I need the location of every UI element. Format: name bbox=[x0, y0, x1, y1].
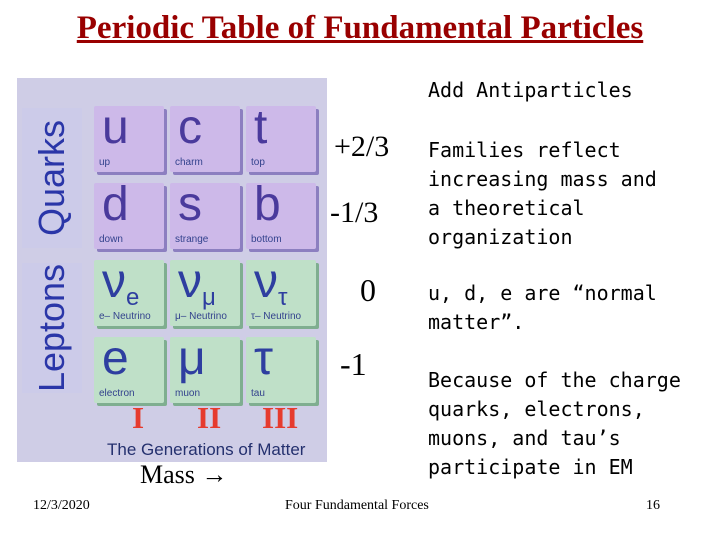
particle-cell-mu-neutrino bbox=[170, 255, 240, 326]
particle-name: μ– Neutrino bbox=[175, 311, 227, 322]
leptons-label: Leptons bbox=[31, 263, 72, 393]
note-line: u, d, e are “normal bbox=[428, 281, 657, 305]
particle-name: tau bbox=[251, 388, 265, 399]
note-line: muons, and tau’s bbox=[428, 426, 621, 450]
mass-arrow-label: Mass → bbox=[140, 460, 228, 489]
particle-cell-top bbox=[246, 101, 316, 172]
note-line: a theoretical bbox=[428, 196, 585, 220]
particle-table-image bbox=[17, 78, 327, 462]
note-line: participate in EM bbox=[428, 455, 633, 479]
particle-cell-down bbox=[94, 178, 164, 249]
particle-symbol: t bbox=[254, 101, 268, 154]
note-line: quarks, electrons, bbox=[428, 397, 645, 421]
particle-symbol: τ bbox=[254, 332, 273, 385]
note-line: organization bbox=[428, 225, 573, 249]
particle-name: top bbox=[251, 157, 265, 168]
charge-label: +2/3 bbox=[334, 130, 390, 163]
particle-name: e– Neutrino bbox=[99, 311, 151, 322]
particle-name: electron bbox=[99, 388, 135, 399]
particle-name: down bbox=[99, 234, 123, 245]
generation-label: I bbox=[132, 400, 145, 435]
note-families bbox=[428, 136, 657, 252]
particle-cell-electron bbox=[94, 332, 164, 403]
note-line: Families reflect bbox=[428, 138, 621, 162]
particle-cell-tau-neutrino bbox=[246, 255, 316, 326]
particle-name: τ– Neutrino bbox=[251, 311, 302, 322]
footer-date: 12/3/2020 bbox=[33, 498, 90, 513]
charge-label: -1/3 bbox=[330, 196, 379, 229]
note-antiparticles: Add Antiparticles bbox=[428, 78, 633, 102]
particle-symbol: $\nu_\mu$ bbox=[178, 255, 216, 311]
quarks-band bbox=[22, 108, 82, 248]
generations-caption: The Generations of Matter bbox=[107, 440, 306, 459]
particle-symbol: u bbox=[102, 101, 129, 154]
note-em bbox=[428, 366, 681, 482]
particle-symbol: μ bbox=[178, 332, 206, 385]
particle-name: bottom bbox=[251, 234, 282, 245]
particle-cell-charm bbox=[170, 101, 240, 172]
note-line: Because of the charge bbox=[428, 368, 681, 392]
particle-symbol: $\nu_e$ bbox=[102, 255, 140, 311]
footer-title: Four Fundamental Forces bbox=[285, 498, 429, 513]
note-line: increasing mass and bbox=[428, 167, 657, 191]
particle-symbol: d bbox=[102, 178, 129, 231]
slide-title: Periodic Table of Fundamental Particles bbox=[76, 10, 644, 46]
particle-name: muon bbox=[175, 388, 201, 399]
particle-symbol: s bbox=[178, 178, 202, 231]
generation-label: III bbox=[262, 400, 299, 435]
note-line: matter”. bbox=[428, 310, 525, 334]
particle-symbol: e bbox=[102, 332, 129, 385]
page-number: 16 bbox=[646, 498, 660, 513]
particle-symbol: c bbox=[178, 101, 202, 154]
particle-symbol: $\nu_\tau$ bbox=[254, 255, 288, 311]
particle-symbol: b bbox=[254, 178, 281, 231]
charge-label: 0 bbox=[360, 272, 376, 308]
particle-cell-tau bbox=[246, 332, 316, 403]
generation-label: II bbox=[197, 400, 222, 435]
particle-cell-up bbox=[94, 101, 164, 172]
leptons-band bbox=[22, 263, 82, 393]
note-normal-matter bbox=[428, 279, 657, 337]
particle-cell-bottom bbox=[246, 178, 316, 249]
particle-cell-strange bbox=[170, 178, 240, 249]
particle-name: strange bbox=[175, 234, 209, 245]
particle-name: up bbox=[99, 157, 111, 168]
quarks-label: Quarks bbox=[31, 119, 72, 237]
charge-label: -1 bbox=[340, 346, 367, 382]
particle-name: charm bbox=[175, 157, 203, 168]
particle-cell-e-neutrino bbox=[94, 255, 164, 326]
particle-cell-muon bbox=[170, 332, 240, 403]
